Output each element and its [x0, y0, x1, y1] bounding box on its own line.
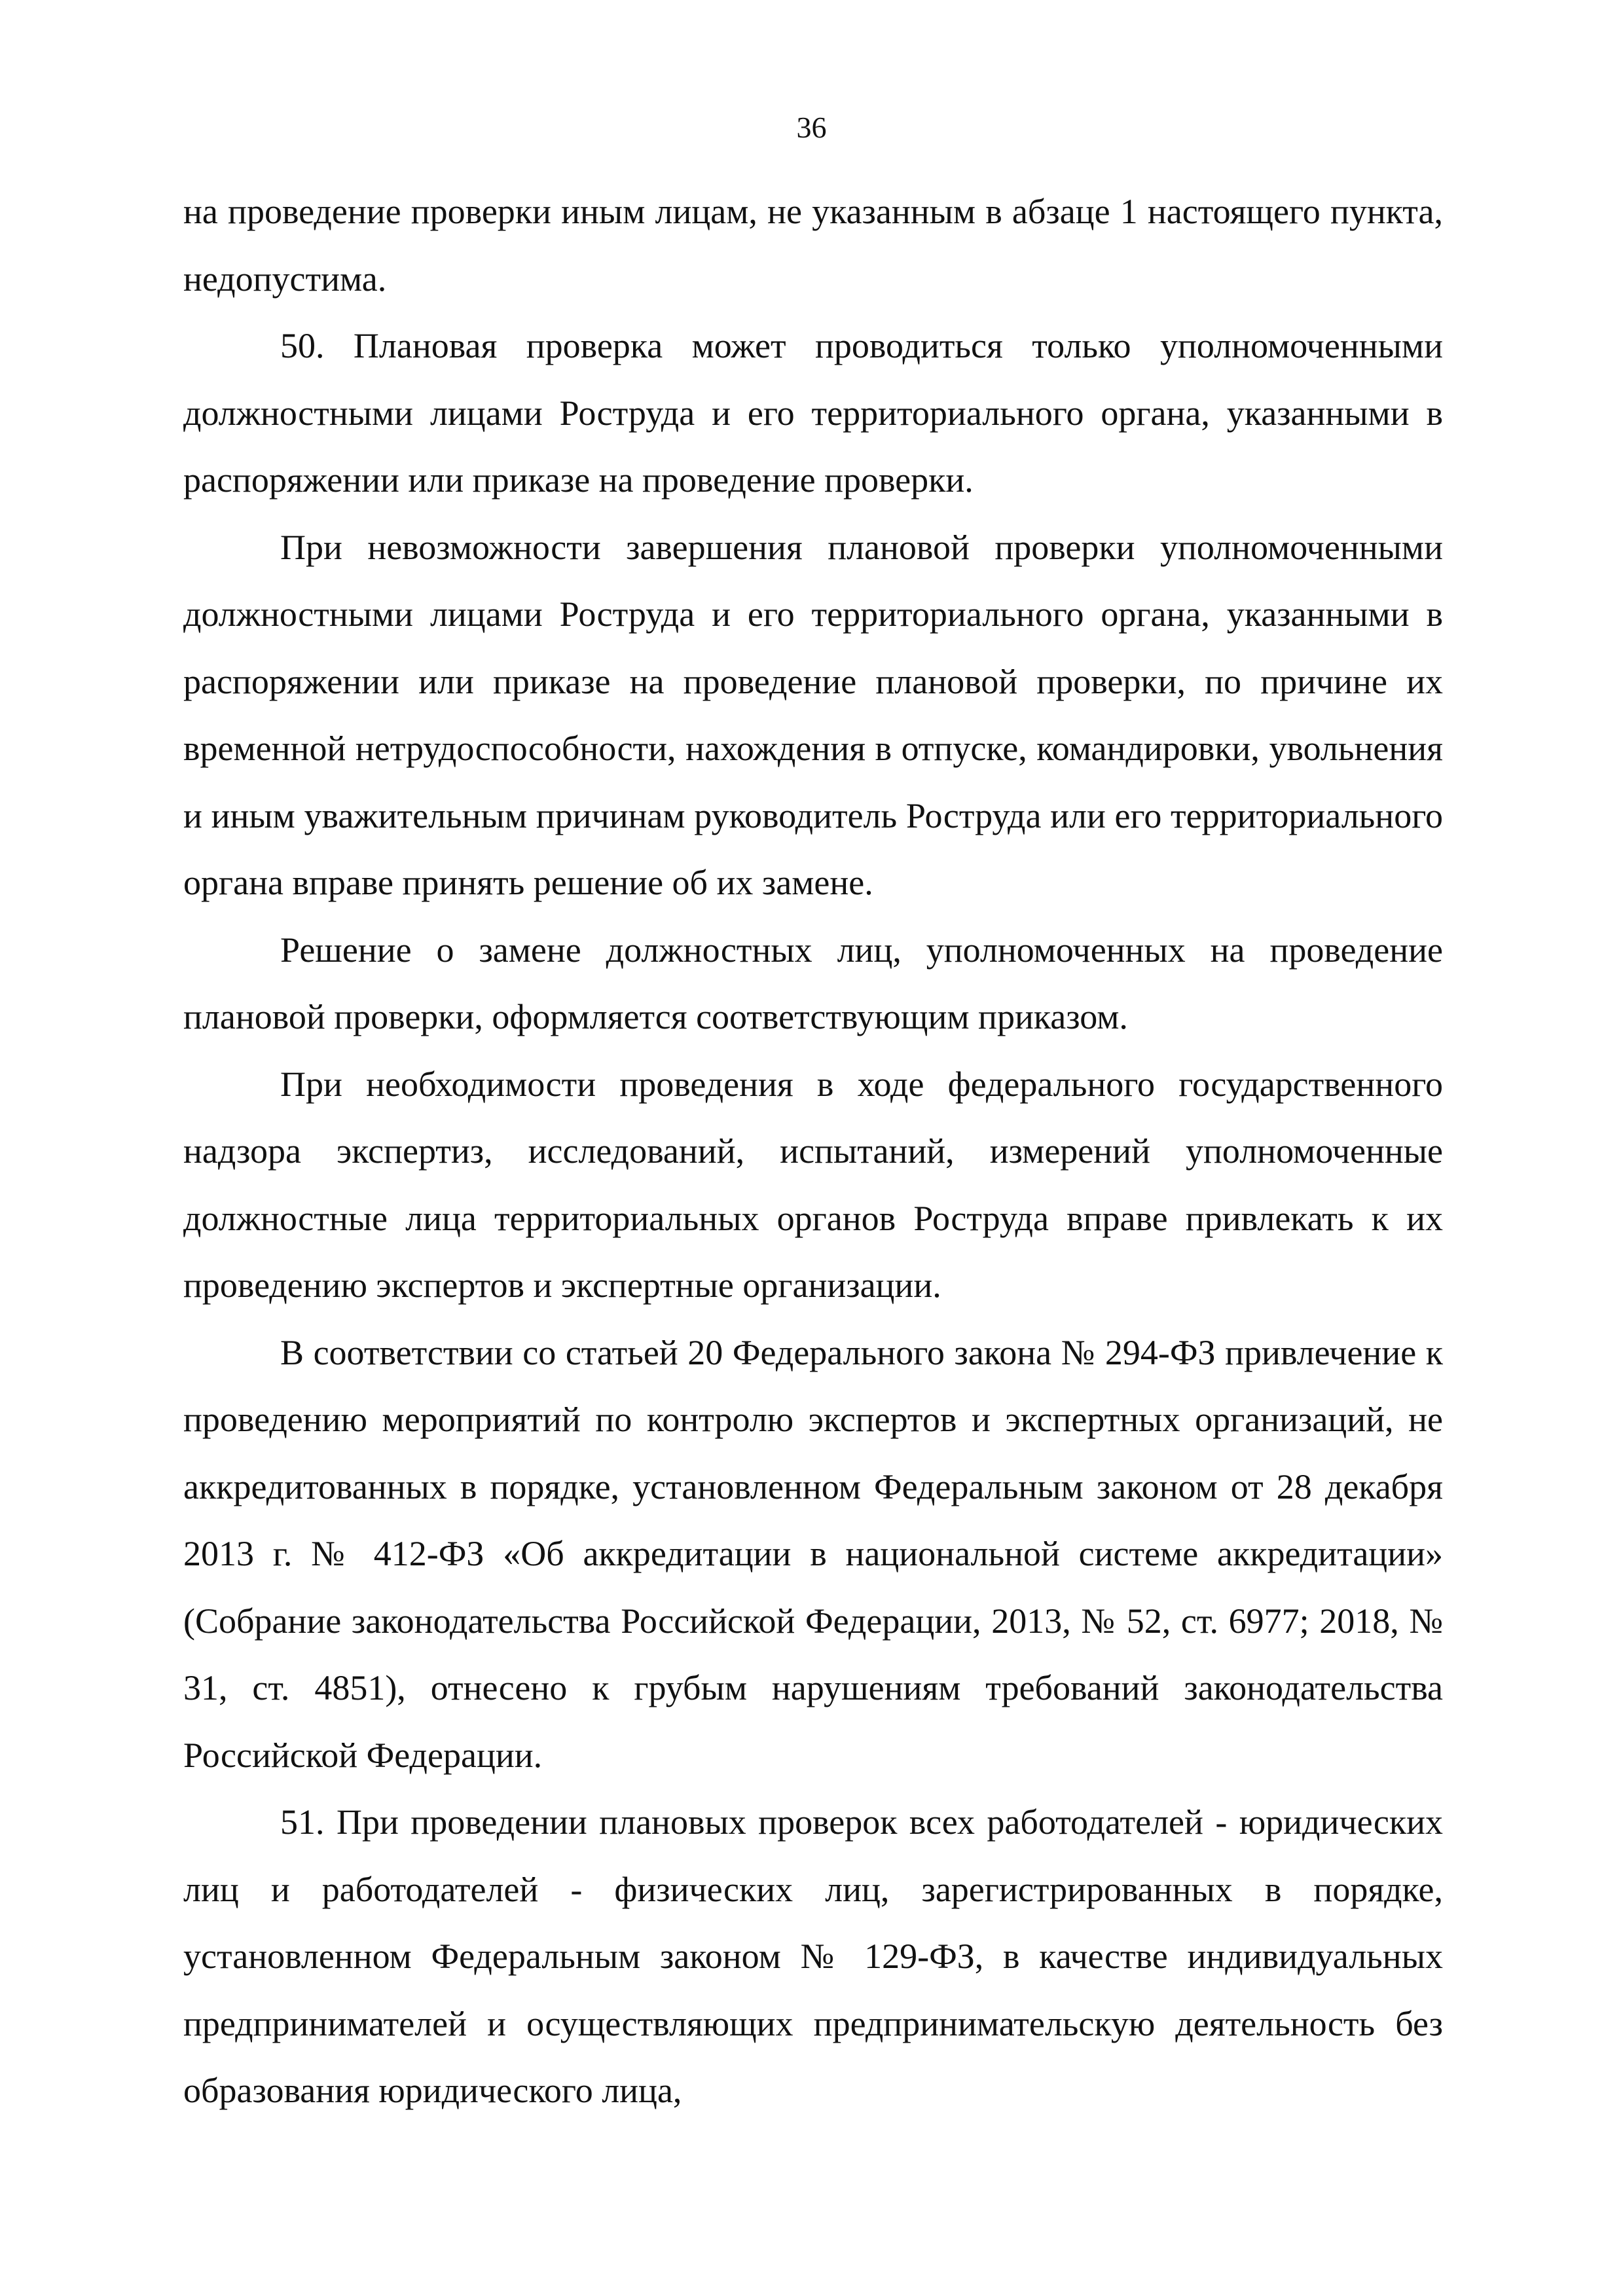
paragraph-item-50: 50. Плановая проверка может проводиться только уполномоченными должностными лицами Роструда и его территориального органа, указанными в распоряжении или приказе на проведение проверки.: [183, 326, 1443, 500]
document-body: [183, 178, 1443, 2124]
paragraph-replacement-order: Решение о замене должностных лиц, уполномоченных на проведение плановой проверки, оформляется соответствующим приказом.: [183, 930, 1443, 1036]
paragraph-experts: При необходимости проведения в ходе федерального государственного надзора экспертиз, исследований, испытаний, измерений уполномоченные должностные лица территориальных органов Роструда вправе привлекать к их проведению экспертов и экспертные организации.: [183, 1064, 1443, 1305]
paragraph-article-20: В соответствии со статьей 20 Федерального закона № 294-ФЗ привлечение к проведению мероприятий по контролю экспертов и экспертных организаций, не аккредитованных в порядке, установленном Федеральным законом от 28 декабря 2013 г. № 412-ФЗ «Об аккредитации в национальной системе аккредитации» (Собрание законодательства Российской Федерации, 2013, № 52, ст. 6977; 2018, № 31, ст. 4851), отнесено к грубым нарушениям требований законодательства Российской Федерации.: [183, 1332, 1443, 1775]
paragraph-continuation: на проведение проверки иным лицам, не указанным в абзаце 1 настоящего пункта, недопустима.: [183, 192, 1443, 299]
paragraph-replacement-inspectors: При невозможности завершения плановой проверки уполномоченными должностными лицами Роструда и его территориального органа, указанными в распоряжении или приказе на проведение плановой проверки, по причине их временной нетрудоспособности, нахождения в отпуске, командировки, увольнения и иным уважительным причинам руководитель Роструда или его территориального органа вправе принять решение об их замене.: [183, 527, 1443, 902]
page-number: 36: [796, 111, 827, 144]
paragraph-item-51: 51. При проведении плановых проверок всех работодателей - юридических лиц и работодателей - физических лиц, зарегистрированных в порядке, установленном Федеральным законом № 129-ФЗ, в качестве индивидуальных предпринимателей и осуществляющих предпринимательскую деятельность без образования юридического лица,: [183, 1802, 1443, 2110]
